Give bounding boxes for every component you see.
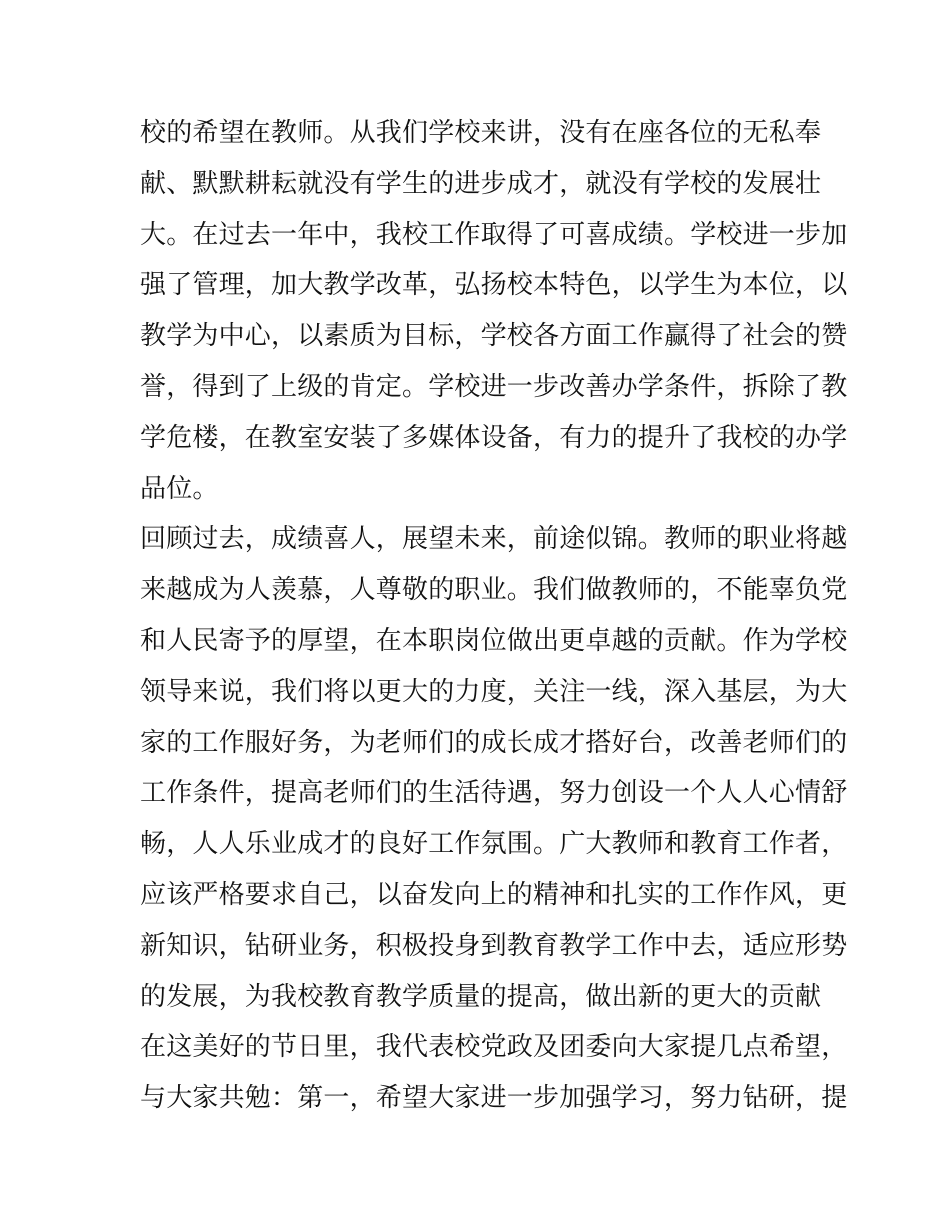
text-line: 新知识，钻研业务，积极投身到教育教学工作中去，适应形势 xyxy=(140,930,848,961)
text-line: 校的希望在教师。从我们学校来讲，没有在座各位的无私奉 xyxy=(140,118,822,148)
text-line: 应该严格要求自己，以奋发向上的精神和扎实的工作作风，更 xyxy=(140,879,848,910)
text-line: 工作条件，提高老师们的生活待遇，努力创设一个人人心情舒 xyxy=(140,778,848,809)
text-line: 誉，得到了上级的肯定。学校进一步改善办学条件，拆除了教 xyxy=(140,371,848,402)
text-line: 和人民寄予的厚望，在本职岗位做出更卓越的贡献。作为学校 xyxy=(140,625,848,656)
text-line: 学危楼，在教室安装了多媒体设备，有力的提升了我校的办学 xyxy=(140,422,848,453)
text-line: 教学为中心，以素质为目标，学校各方面工作赢得了社会的赞 xyxy=(140,321,848,352)
text-line: 领导来说，我们将以更大的力度，关注一线，深入基层，为大 xyxy=(140,676,848,707)
text-line: 来越成为人羡慕，人尊敬的职业。我们做教师的，不能辜负党 xyxy=(140,575,848,606)
text-line: 畅，人人乐业成才的良好工作氛围。广大教师和教育工作者， xyxy=(140,829,848,860)
text-line: 献、默默耕耘就没有学生的进步成才，就没有学校的发展壮 xyxy=(140,168,822,199)
text-line: 品位。 xyxy=(140,473,219,504)
text-line: 大。在过去一年中，我校工作取得了可喜成绩。学校进一步加 xyxy=(140,219,848,250)
text-line: 在这美好的节日里，我代表校党政及团委向大家提几点希望， xyxy=(140,1032,848,1063)
text-line: 家的工作服好务，为老师们的成长成才搭好台，改善老师们的 xyxy=(140,727,848,758)
text-line: 强了管理，加大教学改革，弘扬校本特色，以学生为本位，以 xyxy=(140,270,848,301)
body-text xyxy=(140,108,848,1124)
text-line: 的发展，为我校教育教学质量的提高，做出新的更大的贡献 xyxy=(140,981,822,1012)
text-line: 与大家共勉：第一，希望大家进一步加强学习，努力钻研，提 xyxy=(140,1083,848,1114)
text-line: 回顾过去，成绩喜人，展望未来，前途似锦。教师的职业将越 xyxy=(140,524,848,555)
